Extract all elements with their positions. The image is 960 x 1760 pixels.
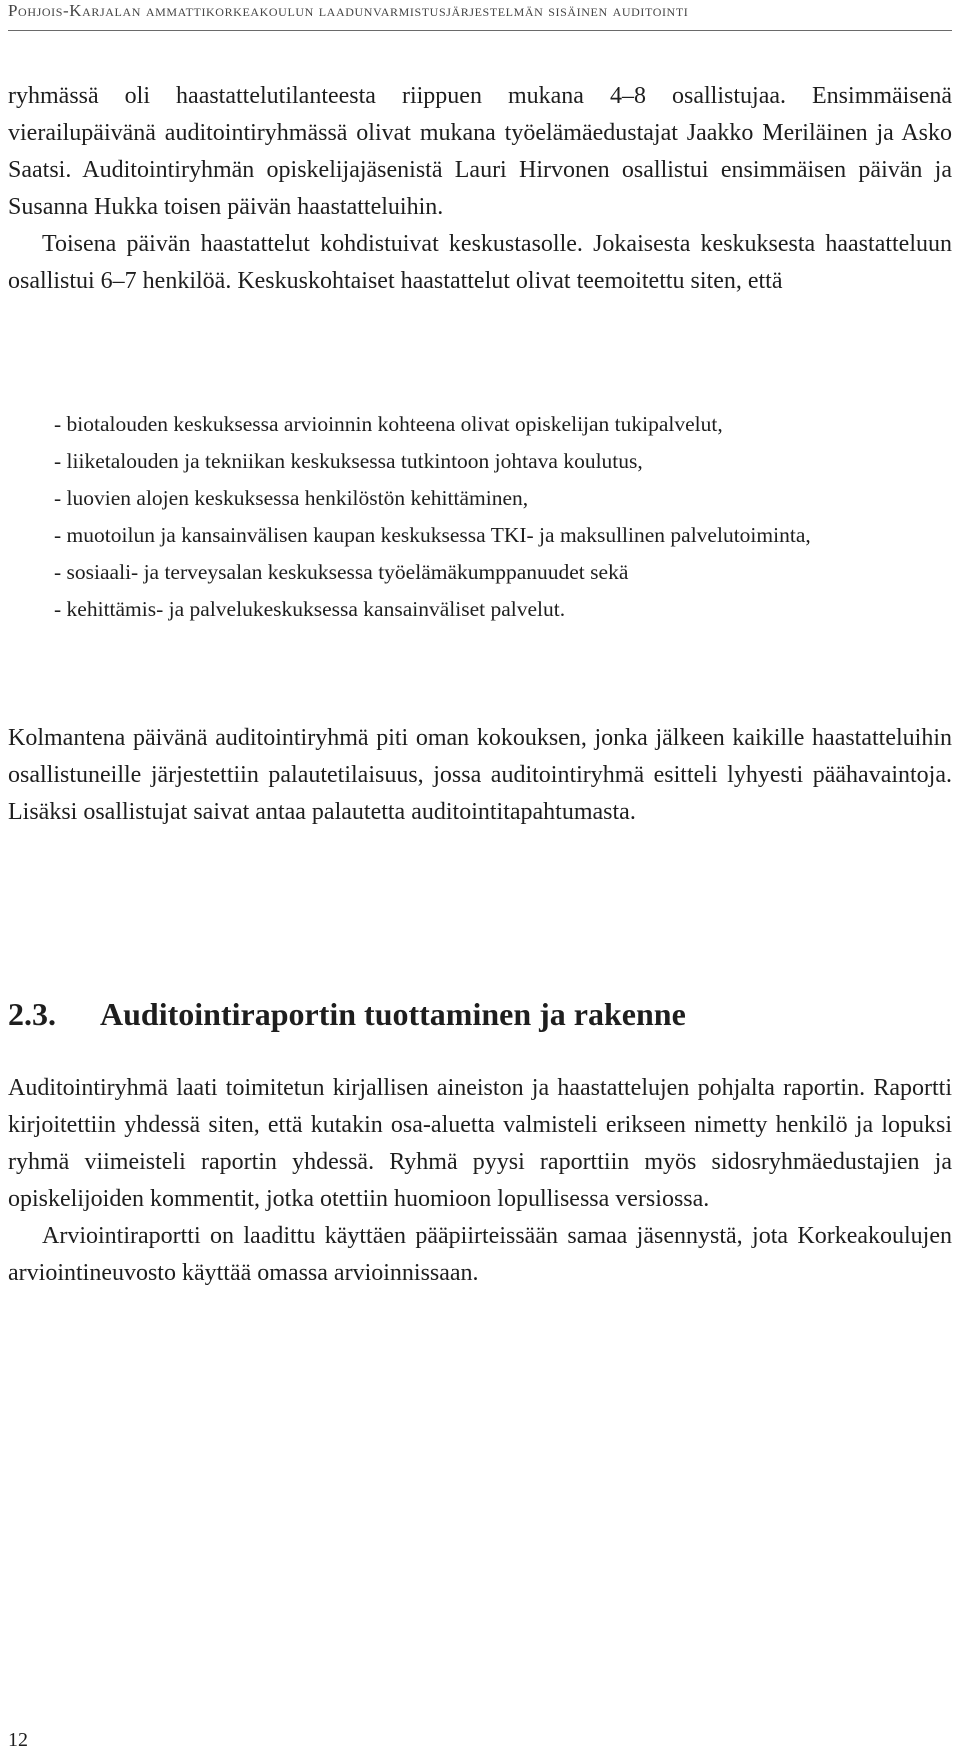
list-item: - luovien alojen keskuksessa henkilöstön kehittäminen, [54,480,934,517]
list-item: - biotalouden keskuksessa arvioinnin kohteena olivat opiskelijan tukipalvelut, [54,406,934,443]
paragraph-interview-participants: ryhmässä oli haastattelutilanteesta riippuen mukana 4–8 osallistujaa. Ensimmäisenä vierailupäivänä auditointiryhmässä olivat mukana työelämäedustajat Jaakko Meriläinen ja Asko Saatsi. Auditointiryhmän opiskelijajäsenistä Lauri Hirvonen osallistui ensimmäisen päivän ja Susanna Hukka toisen päivän haastatteluihin. [8,83,952,220]
list-item: - muotoilun ja kansainvälisen kaupan keskuksessa TKI- ja maksullinen palvelutoiminta, [54,517,934,554]
section-title: Auditointiraportin tuottaminen ja rakenne [100,996,686,1032]
list-item: - liiketalouden ja tekniikan keskuksessa tutkintoon johtava koulutus, [54,443,934,480]
paragraph-report-structure: Arviointiraportti on laadittu käyttäen pääpiirteissään samaa jäsennystä, jota Korkeakoulujen arviointineuvosto käyttää omassa arvioinnissaan. [8,1223,952,1286]
report-section [8,1070,952,1292]
list-item: - sosiaali- ja terveysalan keskuksessa työelämäkumppanuudet sekä [54,554,934,591]
page-number: 12 [8,1729,28,1751]
running-header: Pohjois-Karjalan ammattikorkeakoulun laadunvarmistusjärjestelmän sisäinen auditointi [8,1,689,20]
paragraph-report-production: Auditointiryhmä laati toimitetun kirjallisen aineiston ja haastattelujen pohjalta raportin. Raportti kirjoitettiin yhdessä siten, että kutakin osa-aluetta valmisteli erikseen nimetty henkilö ja lopuksi ryhmä viimeisteli raportin yhdessä. Ryhmä pyysi raporttiin myös sidosryhmäedustajien ja opiskelijoiden kommentit, jotka otettiin huomioon lopullisessa versiossa. [8,1075,952,1212]
center-themes-list [54,406,934,628]
intro-section [8,78,952,300]
header-divider [8,30,952,31]
paragraph-third-day: Kolmantena päivänä auditointiryhmä piti oman kokouksen, jonka jälkeen kaikille haastatteluihin osallistuneille järjestettiin palautetilaisuus, jossa auditointiryhmä esitteli lyhyesti päähavaintoja. Lisäksi osallistujat saivat antaa palautetta auditointitapahtumasta. [8,725,952,825]
paragraph-second-day: Toisena päivän haastattelut kohdistuivat keskustasolle. Jokaisesta keskuksesta haastatteluun osallistui 6–7 henkilöä. Keskuskohtaiset haastattelut olivat teemoitettu siten, että [8,231,952,294]
list-item: - kehittämis- ja palvelukeskuksessa kansainväliset palvelut. [54,591,934,628]
section-heading [8,992,686,1036]
third-day-section [8,720,952,831]
section-number: 2.3. [8,996,56,1032]
